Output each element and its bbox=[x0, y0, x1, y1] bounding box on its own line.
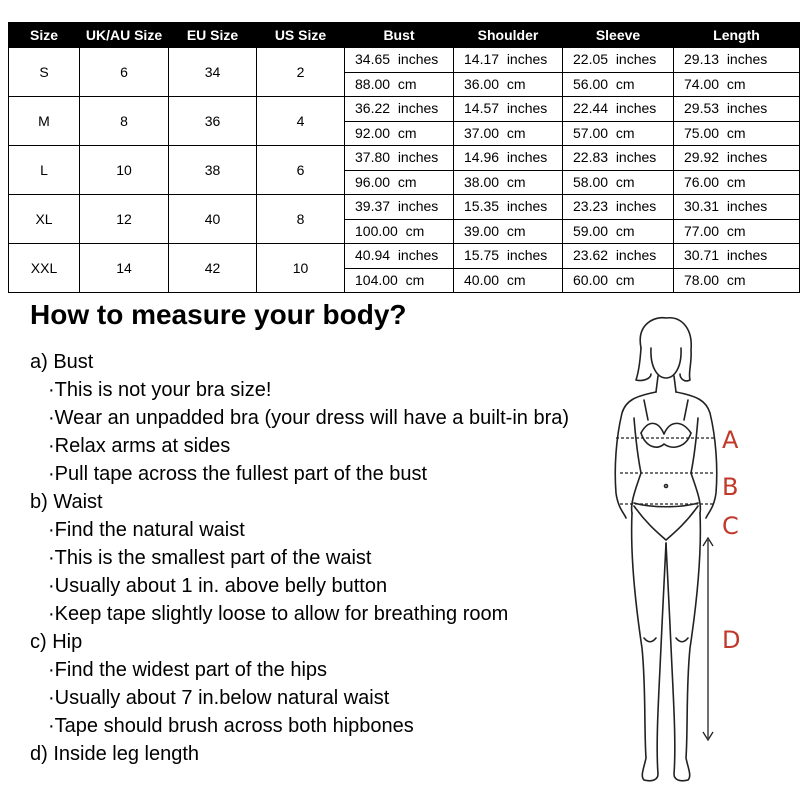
cell-sleeve bbox=[563, 146, 674, 195]
cell-uk-au: 14 bbox=[80, 244, 169, 293]
cell-bust bbox=[345, 146, 454, 195]
header-eu: EU Size bbox=[169, 23, 257, 48]
cell-length-cm: 78.00 cm bbox=[684, 271, 746, 288]
tip-item: ·This is not your bra size! bbox=[48, 379, 272, 401]
tip-item: ·Relax arms at sides bbox=[48, 435, 231, 457]
cell-sleeve bbox=[563, 97, 674, 146]
tip-item: ·This is the smallest part of the waist bbox=[48, 547, 372, 569]
cell-shoulder bbox=[454, 48, 563, 97]
cell-eu: 36 bbox=[169, 97, 257, 146]
cell-bust-cm: 88.00 cm bbox=[355, 75, 417, 92]
cell-shoulder-cm: 37.00 cm bbox=[464, 124, 526, 141]
cell-bust-cm: 104.00 cm bbox=[355, 271, 425, 288]
marker-d: D bbox=[722, 626, 741, 654]
cell-sleeve-inches: 23.62 inches bbox=[563, 244, 673, 269]
header-uk-au: UK/AU Size bbox=[80, 23, 169, 48]
cell-bust-cm: 92.00 cm bbox=[355, 124, 417, 141]
guide-section bbox=[30, 348, 610, 488]
tip-item: ·Pull tape across the fullest part of the bust bbox=[48, 463, 428, 485]
cell-us: 2 bbox=[257, 48, 345, 97]
cell-shoulder-cm: 40.00 cm bbox=[464, 271, 526, 288]
size-chart-table bbox=[8, 22, 800, 293]
cell-bust bbox=[345, 97, 454, 146]
cell-length bbox=[674, 48, 800, 97]
cell-length bbox=[674, 195, 800, 244]
cell-size: L bbox=[9, 146, 80, 195]
table-row bbox=[9, 244, 800, 293]
cell-size: XL bbox=[9, 195, 80, 244]
cell-shoulder bbox=[454, 195, 563, 244]
guide-title: How to measure your body? bbox=[30, 299, 407, 330]
guide-section bbox=[30, 740, 610, 768]
header-shoulder: Shoulder bbox=[454, 23, 563, 48]
cell-uk-au: 6 bbox=[80, 48, 169, 97]
cell-eu: 34 bbox=[169, 48, 257, 97]
marker-c: C bbox=[722, 512, 739, 540]
cell-length bbox=[674, 146, 800, 195]
cell-uk-au: 12 bbox=[80, 195, 169, 244]
header-size: Size bbox=[9, 23, 80, 48]
cell-sleeve bbox=[563, 195, 674, 244]
cell-length-inches: 29.13 inches bbox=[674, 48, 799, 73]
marker-b: B bbox=[722, 473, 739, 501]
cell-sleeve-inches: 22.05 inches bbox=[563, 48, 673, 73]
cell-eu: 42 bbox=[169, 244, 257, 293]
cell-bust-inches: 36.22 inches bbox=[345, 97, 453, 122]
cell-sleeve-cm: 57.00 cm bbox=[573, 124, 635, 141]
cell-length bbox=[674, 97, 800, 146]
cell-shoulder-inches: 15.75 inches bbox=[454, 244, 562, 269]
section-title: d) Inside leg length bbox=[30, 743, 200, 765]
tip-item: ·Tape should brush across both hipbones bbox=[48, 715, 414, 737]
tip-item: ·Usually about 7 in.below natural waist bbox=[48, 687, 390, 709]
measure-guide bbox=[30, 348, 610, 768]
header-us: US Size bbox=[257, 23, 345, 48]
cell-us: 8 bbox=[257, 195, 345, 244]
body-measure-figure bbox=[596, 308, 796, 796]
cell-shoulder-inches: 14.96 inches bbox=[454, 146, 562, 171]
section-title: b) Waist bbox=[30, 491, 103, 513]
section-title: c) Hip bbox=[30, 631, 83, 653]
cell-sleeve-inches: 23.23 inches bbox=[563, 195, 673, 220]
cell-sleeve-cm: 58.00 cm bbox=[573, 173, 635, 190]
cell-length-cm: 74.00 cm bbox=[684, 75, 746, 92]
table-row bbox=[9, 195, 800, 244]
body-outline-icon bbox=[596, 308, 796, 796]
cell-length-inches: 29.53 inches bbox=[674, 97, 799, 122]
cell-sleeve-cm: 60.00 cm bbox=[573, 271, 635, 288]
cell-eu: 40 bbox=[169, 195, 257, 244]
tip-item: ·Wear an unpadded bra (your dress will have a built-in bra) bbox=[48, 407, 570, 429]
cell-shoulder bbox=[454, 244, 563, 293]
cell-shoulder-cm: 36.00 cm bbox=[464, 75, 526, 92]
table-row bbox=[9, 48, 800, 97]
cell-size: M bbox=[9, 97, 80, 146]
cell-bust-cm: 96.00 cm bbox=[355, 173, 417, 190]
header-bust: Bust bbox=[345, 23, 454, 48]
cell-bust-inches: 39.37 inches bbox=[345, 195, 453, 220]
cell-sleeve-inches: 22.44 inches bbox=[563, 97, 673, 122]
table-row bbox=[9, 97, 800, 146]
cell-shoulder-inches: 14.17 inches bbox=[454, 48, 562, 73]
cell-length-inches: 30.31 inches bbox=[674, 195, 799, 220]
section-title: a) Bust bbox=[30, 351, 94, 373]
cell-eu: 38 bbox=[169, 146, 257, 195]
tip-item: ·Find the widest part of the hips bbox=[48, 659, 328, 681]
guide-section bbox=[30, 488, 610, 628]
tip-item: ·Keep tape slightly loose to allow for breathing room bbox=[48, 603, 509, 625]
cell-length-cm: 75.00 cm bbox=[684, 124, 746, 141]
cell-size: XXL bbox=[9, 244, 80, 293]
cell-shoulder-cm: 39.00 cm bbox=[464, 222, 526, 239]
cell-length-cm: 77.00 cm bbox=[684, 222, 746, 239]
cell-bust bbox=[345, 48, 454, 97]
cell-sleeve bbox=[563, 244, 674, 293]
tip-item: ·Find the natural waist bbox=[48, 519, 245, 541]
cell-sleeve-inches: 22.83 inches bbox=[563, 146, 673, 171]
size-chart-header-row bbox=[9, 23, 800, 48]
table-row bbox=[9, 146, 800, 195]
cell-uk-au: 8 bbox=[80, 97, 169, 146]
guide-section bbox=[30, 628, 610, 740]
cell-bust-cm: 100.00 cm bbox=[355, 222, 425, 239]
header-sleeve: Sleeve bbox=[563, 23, 674, 48]
tip-item: ·Usually about 1 in. above belly button bbox=[48, 575, 388, 597]
cell-bust-inches: 37.80 inches bbox=[345, 146, 453, 171]
cell-sleeve-cm: 59.00 cm bbox=[573, 222, 635, 239]
cell-length-inches: 29.92 inches bbox=[674, 146, 799, 171]
cell-bust-inches: 40.94 inches bbox=[345, 244, 453, 269]
cell-us: 4 bbox=[257, 97, 345, 146]
cell-shoulder-inches: 15.35 inches bbox=[454, 195, 562, 220]
cell-length bbox=[674, 244, 800, 293]
cell-shoulder bbox=[454, 146, 563, 195]
marker-a: A bbox=[722, 426, 739, 454]
cell-bust-inches: 34.65 inches bbox=[345, 48, 453, 73]
cell-us: 10 bbox=[257, 244, 345, 293]
cell-shoulder-cm: 38.00 cm bbox=[464, 173, 526, 190]
cell-bust bbox=[345, 195, 454, 244]
header-length: Length bbox=[674, 23, 800, 48]
cell-size: S bbox=[9, 48, 80, 97]
cell-length-inches: 30.71 inches bbox=[674, 244, 799, 269]
cell-us: 6 bbox=[257, 146, 345, 195]
cell-shoulder bbox=[454, 97, 563, 146]
cell-uk-au: 10 bbox=[80, 146, 169, 195]
cell-length-cm: 76.00 cm bbox=[684, 173, 746, 190]
cell-sleeve bbox=[563, 48, 674, 97]
cell-shoulder-inches: 14.57 inches bbox=[454, 97, 562, 122]
cell-bust bbox=[345, 244, 454, 293]
cell-sleeve-cm: 56.00 cm bbox=[573, 75, 635, 92]
